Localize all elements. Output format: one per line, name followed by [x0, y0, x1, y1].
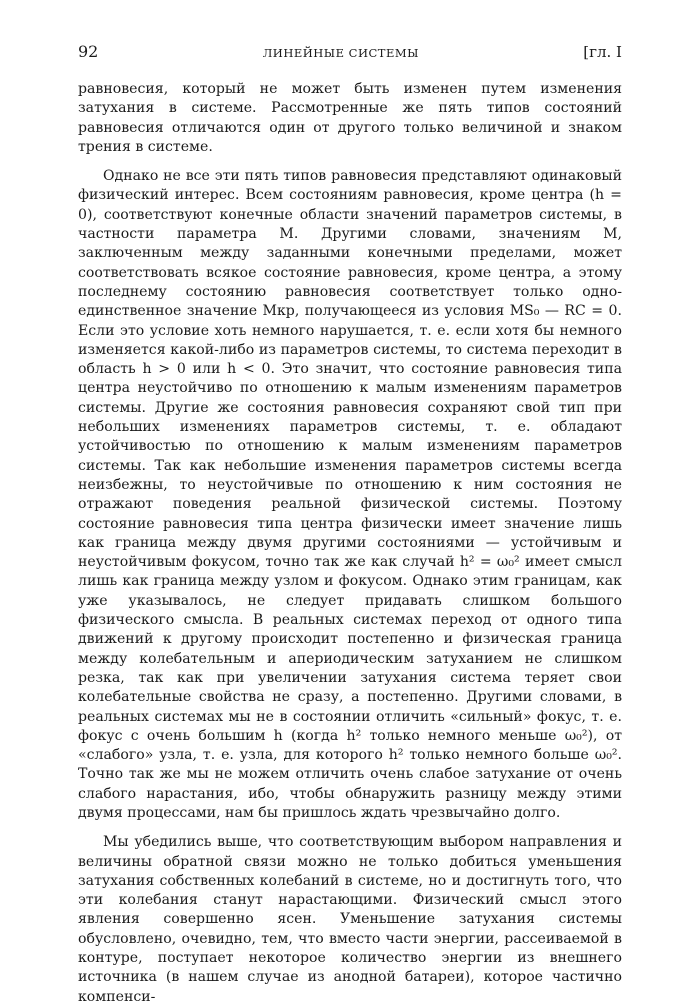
paragraph-feedback-damping: Мы убедились выше, что соответствующим выбором направления и величины обратной связи можно не только добиться уменьшения затухания собственных колебаний в системе, но и достигнуть того, что эти колебания станут нарастающими. Физический смысл этого явления совершенно ясен. Уменьшение затухания системы обусловлено, очевидно, тем, что вместо части энергии, рассеиваемой в контуре, поступает некоторое количество энергии из внешнего источника (в нашем случае из анодной батареи), которое частично компенси-	[78, 834, 622, 1005]
page-header	[78, 42, 622, 72]
chapter-reference: [гл. I	[583, 43, 622, 61]
book-page	[78, 42, 622, 1007]
paragraph-center-stability: Однако не все эти пять типов равновесия представляют одинаковый физический интерес. Всем состояниям равновесия, кроме центра (h = 0), соответствуют конечные области значений параметров системы, в частности параметра M. Другими словами, значениям M, заключенным между заданными конечными пределами, может соответствовать всякое состояние равновесия, кроме центра, а этому последнему состоянию равновесия соответствует только одно-единственное значение Mкр, получающееся из условия MS₀ — RC = 0. Если это условие хоть немного нарушается, т. е. если хотя бы немного изменяется какой-либо из параметров системы, то система переходит в область h > 0 или h < 0. Это значит, что состояние равновесия типа центра неустойчиво по отношению к малым изменениям параметров системы. Другие же состояния равновесия сохраняют свой тип при небольших изменениях параметров системы, т. е. обладают устойчивостью по отношению к малым изменениям параметров системы. Так как небольшие изменения параметров системы всегда неизбежны, то неустойчивые по отношению к ним состояния не отражают поведения реальной физической системы. Поэтому состояние равновесия типа центра физически имеет значение лишь как граница между двумя другими состояниями — устойчивым и неустойчивым фокусом, точно так же как случай h² = ω₀² имеет смысл лишь как граница между узлом и фокусом. Однако этим границам, как уже указывалось, не следует придавать слишком большого физического смысла. В реальных системах переход от одного типа движений к другому происходит постепенно и физическая граница между колебательным и апериодическим затуханием не слишком резка, так как при увеличении затухания система теряет свои колебательные свойства не сразу, а постепенно. Другими словами, в реальных системах мы не в состоянии отличить «сильный» фокус, т. е. фокус с очень большим h (когда h² только немного меньше ω₀²), от «слабого» узла, т. е. узла, для которого h² только немного больше ω₀². Точно так же мы не можем отличить очень слабое затухание от очень слабого нарастания, ибо, чтобы обнаружить разницу между этими двумя процессами, нам бы пришлось ждать чрезвычайно долго.	[78, 168, 622, 821]
running-title: ЛИНЕЙНЫЕ СИСТЕМЫ	[262, 46, 419, 60]
page-number: 92	[78, 42, 99, 61]
paragraph-continuation: равновесия, который не может быть изменен путем изменения затухания в системе. Рассмотренные же пять типов состояний равновесия отличаются один от другого только величиной и знаком трения в системе.	[78, 81, 622, 155]
